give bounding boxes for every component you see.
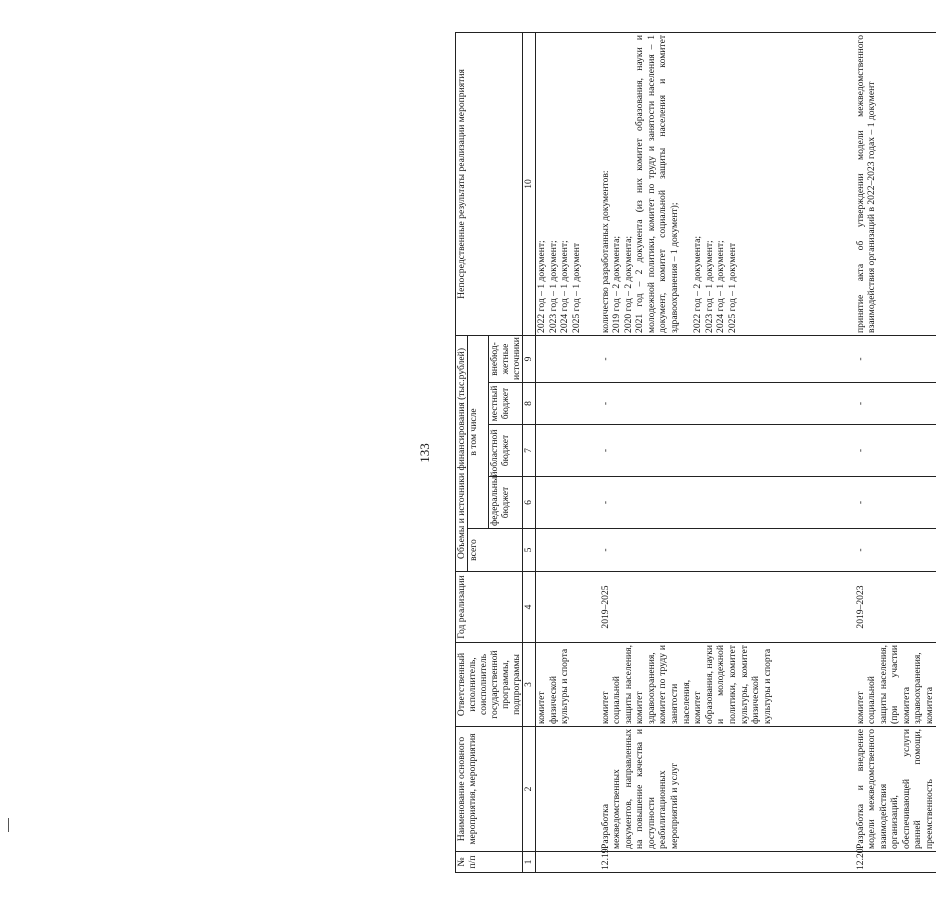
row-num: 12.20. [855,852,936,873]
column-number: 2 [523,727,536,852]
row-offbudget: - [855,335,936,382]
header-row-1 [456,32,468,872]
row-responsible: комитет физической культуры и спорта [536,643,600,727]
row-name: Разработка межведомственных документов, направленных на повышение качества и доступности реабилитационных мероприятий и услуг [600,727,855,852]
row-results: 2022 год – 1 документ; 2023 год – 1 документ; 2024 год – 1 документ; 2025 год – 1 документ [536,32,600,335]
row-name: Разработка и внедрение модели межведомственного взаимодействия организаций, обеспечивающей услуги ранней помощи, преемственность [855,727,936,852]
row-local: - [855,383,936,425]
header-including: в том числе [468,335,489,528]
row-total [536,529,600,572]
row-total: - [600,529,855,572]
row-year [536,572,600,643]
row-responsible: комитет социальной защиты населения, комитет здравоохранения, комитет по труду и занятости населения, комитет образования, науки и молодежной политики, комитет культуры, комитет физической культуры и спорта [600,643,855,727]
column-number: 3 [523,643,536,727]
row-offbudget [536,335,600,382]
column-number: 1 [523,852,536,873]
program-table [455,32,936,873]
column-number: 10 [523,32,536,335]
row-local: - [600,383,855,425]
header-financing: Объемы и источники финансирования (тыс.рублей) [456,335,468,571]
header-regional: областной бюджет [489,425,523,477]
column-number: 8 [523,383,536,425]
table-row [855,32,936,872]
row-regional: - [600,425,855,477]
column-number: 6 [523,477,536,529]
header-federal: федеральный бюджет [489,477,523,529]
header-num: № п/п [456,852,523,873]
column-number: 9 [523,335,536,382]
row-local [536,383,600,425]
row-name [536,727,600,852]
row-regional [536,425,600,477]
table-row [536,32,600,872]
column-number: 4 [523,572,536,643]
row-offbudget: - [600,335,855,382]
header-responsible: Ответственный исполнитель, соисполнитель государственной программы, подпрограммы [456,643,523,727]
scan-speck [8,818,9,832]
header-year: Год реализации [456,572,523,643]
rotated-page [45,33,936,873]
row-federal [536,477,600,529]
row-responsible: комитет социальной защиты населения, (при участии комитета здравоохранения, комитета [855,643,936,727]
row-num: 12.19. [600,852,855,873]
row-year: 2019–2025 [600,572,855,643]
page-number: 133 [417,443,432,463]
row-results: количество разработанных документов: 2019 год – 2 документа; 2020 год – 2 документа; 2021 год – 2 документа (из них комитет образования, науки и молодежной политики, комитет по труду и занятости населения – 1 документ, комитет социальной защиты населения и комитет здравоохранения – 1 документ); 2022 год – 2 документа; 2023 год – 1 документ; 2024 год – 1 документ; 2025 год – 1 документ [600,32,855,335]
header-results: Непосредственные результаты реализации мероприятия [456,32,523,335]
column-number: 7 [523,425,536,477]
header-total: всего [468,529,523,572]
row-federal: - [600,477,855,529]
header-offbudget: внебюд-жетные источники [489,335,523,382]
column-number: 5 [523,529,536,572]
column-number-row [523,32,536,872]
header-local: местный бюджет [489,383,523,425]
row-regional: - [855,425,936,477]
row-federal: - [855,477,936,529]
row-num [536,852,600,873]
header-name: Наименование основного мероприятия, мероприятия [456,727,523,852]
row-total: - [855,529,936,572]
table-row [600,32,855,872]
row-results: принятие акта об утверждении модели межведомственного взаимодействия организаций в 2022–2023 годах – 1 документ [855,32,936,335]
row-year: 2019–2023 [855,572,936,643]
